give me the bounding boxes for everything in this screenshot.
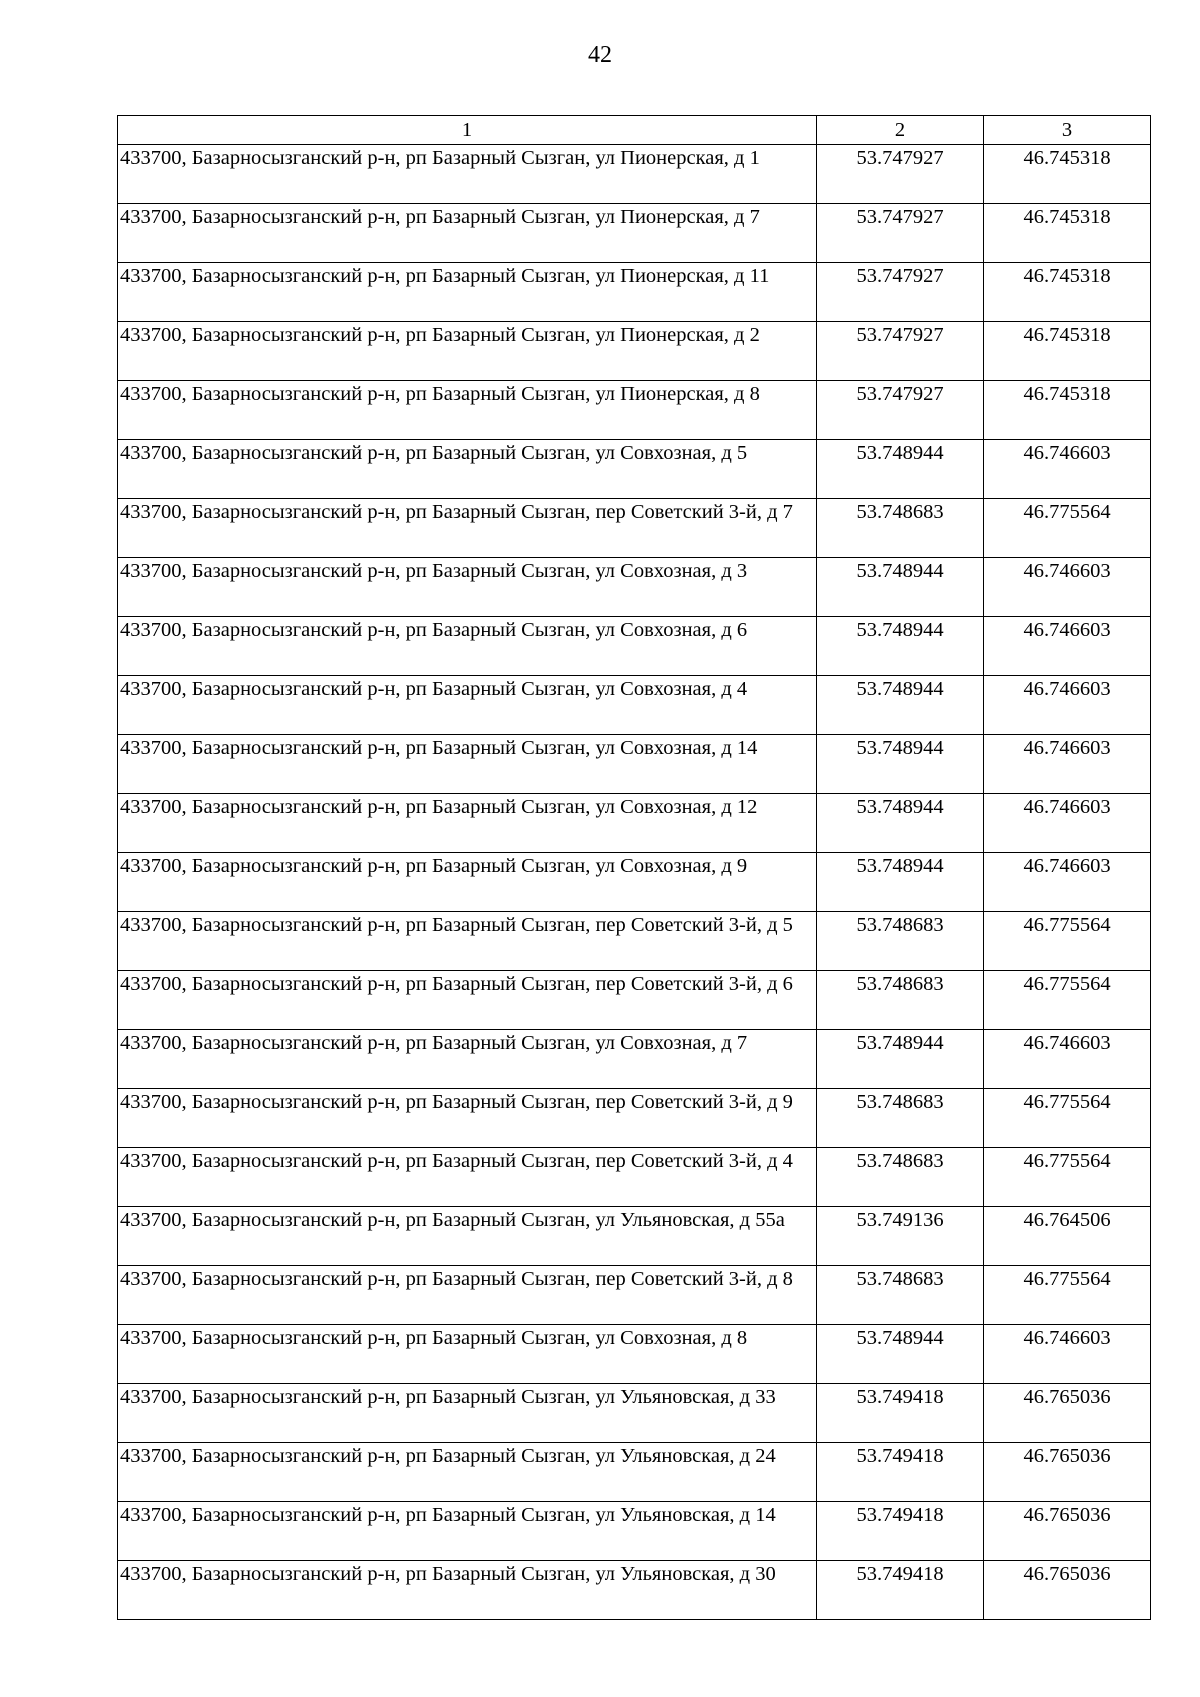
page-number: 42 xyxy=(588,42,612,68)
latitude-cell: 53.748944 xyxy=(817,617,984,676)
address-cell: 433700, Базарносызганский р-н, рп Базарный Сызган, ул Ульяновская, д 33 xyxy=(118,1384,817,1443)
table-row xyxy=(118,1325,1151,1384)
longitude-cell: 46.775564 xyxy=(984,1148,1151,1207)
latitude-cell: 53.749136 xyxy=(817,1207,984,1266)
latitude-cell: 53.748683 xyxy=(817,1148,984,1207)
table-row xyxy=(118,322,1151,381)
latitude-cell: 53.747927 xyxy=(817,381,984,440)
longitude-cell: 46.746603 xyxy=(984,558,1151,617)
latitude-cell: 53.748944 xyxy=(817,853,984,912)
table-row xyxy=(118,204,1151,263)
longitude-cell: 46.764506 xyxy=(984,1207,1151,1266)
longitude-cell: 46.775564 xyxy=(984,971,1151,1030)
address-cell: 433700, Базарносызганский р-н, рп Базарный Сызган, ул Ульяновская, д 55а xyxy=(118,1207,817,1266)
longitude-cell: 46.746603 xyxy=(984,735,1151,794)
longitude-cell: 46.746603 xyxy=(984,1325,1151,1384)
address-cell: 433700, Базарносызганский р-н, рп Базарный Сызган, пер Советский 3-й, д 7 xyxy=(118,499,817,558)
longitude-cell: 46.765036 xyxy=(984,1384,1151,1443)
address-cell: 433700, Базарносызганский р-н, рп Базарный Сызган, ул Совхозная, д 14 xyxy=(118,735,817,794)
table-row xyxy=(118,440,1151,499)
address-cell: 433700, Базарносызганский р-н, рп Базарный Сызган, ул Пионерская, д 11 xyxy=(118,263,817,322)
address-coordinates-table xyxy=(117,115,1151,1620)
table-row xyxy=(118,971,1151,1030)
longitude-cell: 46.775564 xyxy=(984,912,1151,971)
table-row xyxy=(118,735,1151,794)
latitude-cell: 53.748944 xyxy=(817,558,984,617)
latitude-cell: 53.749418 xyxy=(817,1384,984,1443)
longitude-cell: 46.775564 xyxy=(984,1266,1151,1325)
column-header-1: 1 xyxy=(118,116,817,145)
table-row xyxy=(118,912,1151,971)
address-cell: 433700, Базарносызганский р-н, рп Базарный Сызган, ул Совхозная, д 6 xyxy=(118,617,817,676)
latitude-cell: 53.748944 xyxy=(817,1030,984,1089)
longitude-cell: 46.765036 xyxy=(984,1443,1151,1502)
address-cell: 433700, Базарносызганский р-н, рп Базарный Сызган, пер Советский 3-й, д 5 xyxy=(118,912,817,971)
address-cell: 433700, Базарносызганский р-н, рп Базарный Сызган, ул Совхозная, д 12 xyxy=(118,794,817,853)
table-row xyxy=(118,1207,1151,1266)
address-cell: 433700, Базарносызганский р-н, рп Базарный Сызган, ул Ульяновская, д 24 xyxy=(118,1443,817,1502)
table-row xyxy=(118,1561,1151,1620)
table-row xyxy=(118,1030,1151,1089)
address-cell: 433700, Базарносызганский р-н, рп Базарный Сызган, ул Ульяновская, д 14 xyxy=(118,1502,817,1561)
table-row xyxy=(118,794,1151,853)
latitude-cell: 53.748683 xyxy=(817,1266,984,1325)
table-row xyxy=(118,145,1151,204)
latitude-cell: 53.748944 xyxy=(817,440,984,499)
address-cell: 433700, Базарносызганский р-н, рп Базарный Сызган, ул Совхозная, д 5 xyxy=(118,440,817,499)
longitude-cell: 46.746603 xyxy=(984,440,1151,499)
address-cell: 433700, Базарносызганский р-н, рп Базарный Сызган, ул Пионерская, д 8 xyxy=(118,381,817,440)
address-cell: 433700, Базарносызганский р-н, рп Базарный Сызган, ул Совхозная, д 9 xyxy=(118,853,817,912)
longitude-cell: 46.765036 xyxy=(984,1561,1151,1620)
latitude-cell: 53.747927 xyxy=(817,145,984,204)
latitude-cell: 53.748944 xyxy=(817,1325,984,1384)
table-row xyxy=(118,1443,1151,1502)
address-cell: 433700, Базарносызганский р-н, рп Базарный Сызган, ул Совхозная, д 7 xyxy=(118,1030,817,1089)
longitude-cell: 46.746603 xyxy=(984,617,1151,676)
table-row xyxy=(118,1266,1151,1325)
table-row xyxy=(118,1148,1151,1207)
latitude-cell: 53.748683 xyxy=(817,912,984,971)
table-row xyxy=(118,676,1151,735)
latitude-cell: 53.748683 xyxy=(817,499,984,558)
address-cell: 433700, Базарносызганский р-н, рп Базарный Сызган, пер Советский 3-й, д 6 xyxy=(118,971,817,1030)
column-header-3: 3 xyxy=(984,116,1151,145)
latitude-cell: 53.748944 xyxy=(817,735,984,794)
table-row xyxy=(118,853,1151,912)
table-row xyxy=(118,381,1151,440)
latitude-cell: 53.749418 xyxy=(817,1561,984,1620)
latitude-cell: 53.748683 xyxy=(817,1089,984,1148)
longitude-cell: 46.745318 xyxy=(984,204,1151,263)
table-row xyxy=(118,1089,1151,1148)
latitude-cell: 53.747927 xyxy=(817,204,984,263)
longitude-cell: 46.765036 xyxy=(984,1502,1151,1561)
longitude-cell: 46.775564 xyxy=(984,499,1151,558)
latitude-cell: 53.747927 xyxy=(817,263,984,322)
address-cell: 433700, Базарносызганский р-н, рп Базарный Сызган, ул Пионерская, д 7 xyxy=(118,204,817,263)
address-cell: 433700, Базарносызганский р-н, рп Базарный Сызган, пер Советский 3-й, д 4 xyxy=(118,1148,817,1207)
address-cell: 433700, Базарносызганский р-н, рп Базарный Сызган, ул Пионерская, д 1 xyxy=(118,145,817,204)
latitude-cell: 53.748683 xyxy=(817,971,984,1030)
table-row xyxy=(118,558,1151,617)
address-cell: 433700, Базарносызганский р-н, рп Базарный Сызган, ул Совхозная, д 3 xyxy=(118,558,817,617)
longitude-cell: 46.745318 xyxy=(984,145,1151,204)
longitude-cell: 46.775564 xyxy=(984,1089,1151,1148)
latitude-cell: 53.749418 xyxy=(817,1502,984,1561)
address-cell: 433700, Базарносызганский р-н, рп Базарный Сызган, пер Советский 3-й, д 8 xyxy=(118,1266,817,1325)
longitude-cell: 46.745318 xyxy=(984,263,1151,322)
column-header-2: 2 xyxy=(817,116,984,145)
address-cell: 433700, Базарносызганский р-н, рп Базарный Сызган, ул Ульяновская, д 30 xyxy=(118,1561,817,1620)
latitude-cell: 53.748944 xyxy=(817,676,984,735)
longitude-cell: 46.746603 xyxy=(984,1030,1151,1089)
address-cell: 433700, Базарносызганский р-н, рп Базарный Сызган, ул Совхозная, д 4 xyxy=(118,676,817,735)
longitude-cell: 46.746603 xyxy=(984,853,1151,912)
table-row xyxy=(118,1384,1151,1443)
table-row xyxy=(118,617,1151,676)
table-header-row xyxy=(118,116,1151,145)
latitude-cell: 53.747927 xyxy=(817,322,984,381)
address-cell: 433700, Базарносызганский р-н, рп Базарный Сызган, пер Советский 3-й, д 9 xyxy=(118,1089,817,1148)
latitude-cell: 53.749418 xyxy=(817,1443,984,1502)
longitude-cell: 46.745318 xyxy=(984,322,1151,381)
latitude-cell: 53.748944 xyxy=(817,794,984,853)
longitude-cell: 46.746603 xyxy=(984,676,1151,735)
table-body xyxy=(118,145,1151,1620)
address-cell: 433700, Базарносызганский р-н, рп Базарный Сызган, ул Пионерская, д 2 xyxy=(118,322,817,381)
table-row xyxy=(118,263,1151,322)
table-row xyxy=(118,499,1151,558)
table-row xyxy=(118,1502,1151,1561)
longitude-cell: 46.746603 xyxy=(984,794,1151,853)
longitude-cell: 46.745318 xyxy=(984,381,1151,440)
address-cell: 433700, Базарносызганский р-н, рп Базарный Сызган, ул Совхозная, д 8 xyxy=(118,1325,817,1384)
